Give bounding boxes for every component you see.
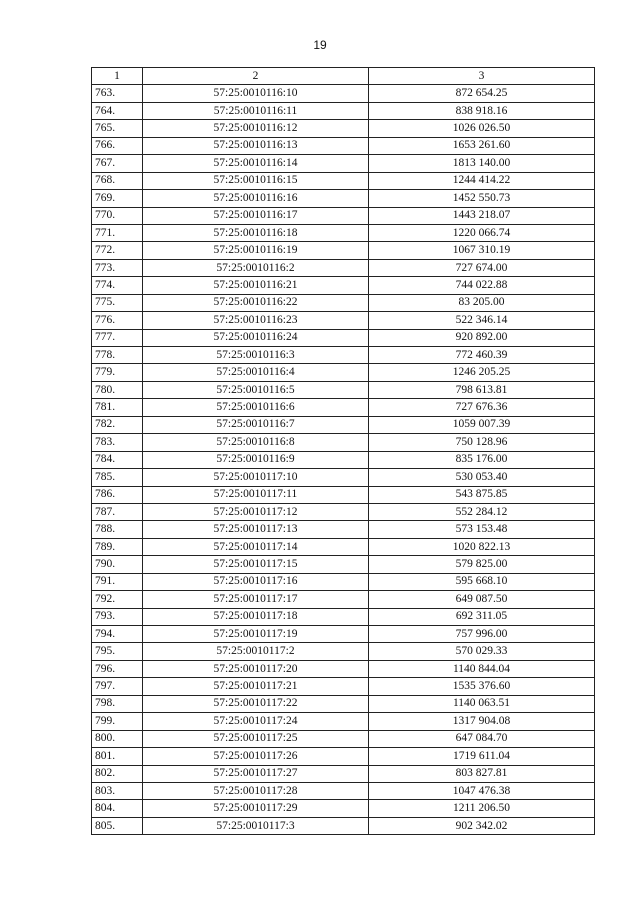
cadastral-value-cell: 1140 063.51	[369, 695, 595, 712]
row-index-cell: 780.	[92, 381, 143, 398]
row-index-cell: 784.	[92, 451, 143, 468]
column-header-cadastral-number: 2	[143, 68, 369, 85]
page-number: 19	[313, 38, 327, 52]
cadastral-number-cell: 57:25:0010116:13	[143, 137, 369, 154]
table-row	[92, 207, 595, 224]
table-row	[92, 329, 595, 346]
cadastral-value-cell: 692 311.05	[369, 608, 595, 625]
cadastral-value-cell: 1059 007.39	[369, 416, 595, 433]
cadastral-number-cell: 57:25:0010117:3	[143, 817, 369, 834]
cadastral-value-cell: 1653 261.60	[369, 137, 595, 154]
table-row	[92, 259, 595, 276]
row-index-cell: 795.	[92, 643, 143, 660]
table-row	[92, 416, 595, 433]
cadastral-number-cell: 57:25:0010116:24	[143, 329, 369, 346]
column-header-index: 1	[92, 68, 143, 85]
row-index-cell: 782.	[92, 416, 143, 433]
cadastral-value-cell: 1443 218.07	[369, 207, 595, 224]
row-index-cell: 804.	[92, 800, 143, 817]
row-index-cell: 788.	[92, 521, 143, 538]
table-row	[92, 224, 595, 241]
row-index-cell: 805.	[92, 817, 143, 834]
cadastral-value-cell: 83 205.00	[369, 294, 595, 311]
cadastral-number-cell: 57:25:0010116:11	[143, 102, 369, 119]
cadastral-number-cell: 57:25:0010117:14	[143, 538, 369, 555]
table-row	[92, 137, 595, 154]
cadastral-value-cell: 757 996.00	[369, 626, 595, 643]
cadastral-number-cell: 57:25:0010117:17	[143, 591, 369, 608]
table-row	[92, 172, 595, 189]
cadastral-value-cell: 1020 822.13	[369, 538, 595, 555]
cadastral-number-cell: 57:25:0010116:10	[143, 85, 369, 102]
table-row	[92, 190, 595, 207]
table-row	[92, 817, 595, 834]
cadastral-value-table	[91, 67, 595, 835]
table-row	[92, 782, 595, 799]
table-row	[92, 608, 595, 625]
row-index-cell: 763.	[92, 85, 143, 102]
cadastral-value-cell: 530 053.40	[369, 469, 595, 486]
row-index-cell: 768.	[92, 172, 143, 189]
cadastral-number-cell: 57:25:0010116:22	[143, 294, 369, 311]
table-row	[92, 730, 595, 747]
column-header-value: 3	[369, 68, 595, 85]
cadastral-value-cell: 872 654.25	[369, 85, 595, 102]
cadastral-number-cell: 57:25:0010116:3	[143, 347, 369, 364]
row-index-cell: 765.	[92, 120, 143, 137]
row-index-cell: 786.	[92, 486, 143, 503]
row-index-cell: 778.	[92, 347, 143, 364]
cadastral-number-cell: 57:25:0010117:20	[143, 660, 369, 677]
table-row	[92, 381, 595, 398]
cadastral-value-cell: 1244 414.22	[369, 172, 595, 189]
table-row	[92, 573, 595, 590]
cadastral-number-cell: 57:25:0010117:2	[143, 643, 369, 660]
row-index-cell: 801.	[92, 748, 143, 765]
table-row	[92, 591, 595, 608]
row-index-cell: 775.	[92, 294, 143, 311]
cadastral-value-cell: 579 825.00	[369, 556, 595, 573]
cadastral-value-cell: 1452 550.73	[369, 190, 595, 207]
row-index-cell: 766.	[92, 137, 143, 154]
table-row	[92, 695, 595, 712]
cadastral-number-cell: 57:25:0010116:15	[143, 172, 369, 189]
row-index-cell: 776.	[92, 312, 143, 329]
cadastral-number-cell: 57:25:0010117:15	[143, 556, 369, 573]
table-row	[92, 364, 595, 381]
cadastral-value-cell: 750 128.96	[369, 434, 595, 451]
row-index-cell: 771.	[92, 224, 143, 241]
table-row	[92, 556, 595, 573]
cadastral-number-cell: 57:25:0010116:18	[143, 224, 369, 241]
table-row	[92, 626, 595, 643]
row-index-cell: 773.	[92, 259, 143, 276]
row-index-cell: 792.	[92, 591, 143, 608]
table-row	[92, 434, 595, 451]
cadastral-value-cell: 1047 476.38	[369, 782, 595, 799]
row-index-cell: 789.	[92, 538, 143, 555]
cadastral-number-cell: 57:25:0010117:16	[143, 573, 369, 590]
row-index-cell: 774.	[92, 277, 143, 294]
cadastral-number-cell: 57:25:0010117:13	[143, 521, 369, 538]
row-index-cell: 770.	[92, 207, 143, 224]
cadastral-value-cell: 573 153.48	[369, 521, 595, 538]
cadastral-number-cell: 57:25:0010117:26	[143, 748, 369, 765]
table-row	[92, 800, 595, 817]
table-row	[92, 765, 595, 782]
cadastral-value-cell: 727 676.36	[369, 399, 595, 416]
cadastral-number-cell: 57:25:0010116:2	[143, 259, 369, 276]
cadastral-value-cell: 1535 376.60	[369, 678, 595, 695]
cadastral-number-cell: 57:25:0010117:29	[143, 800, 369, 817]
cadastral-number-cell: 57:25:0010116:12	[143, 120, 369, 137]
cadastral-value-cell: 1246 205.25	[369, 364, 595, 381]
row-index-cell: 777.	[92, 329, 143, 346]
cadastral-number-cell: 57:25:0010116:4	[143, 364, 369, 381]
table-row	[92, 503, 595, 520]
row-index-cell: 787.	[92, 503, 143, 520]
row-index-cell: 772.	[92, 242, 143, 259]
row-index-cell: 783.	[92, 434, 143, 451]
table-body	[92, 85, 595, 835]
table-row	[92, 242, 595, 259]
row-index-cell: 779.	[92, 364, 143, 381]
row-index-cell: 803.	[92, 782, 143, 799]
row-index-cell: 794.	[92, 626, 143, 643]
table-row	[92, 294, 595, 311]
cadastral-number-cell: 57:25:0010116:7	[143, 416, 369, 433]
cadastral-value-cell: 1317 904.08	[369, 713, 595, 730]
cadastral-number-cell: 57:25:0010116:8	[143, 434, 369, 451]
row-index-cell: 791.	[92, 573, 143, 590]
cadastral-number-cell: 57:25:0010117:25	[143, 730, 369, 747]
cadastral-number-cell: 57:25:0010117:21	[143, 678, 369, 695]
cadastral-value-cell: 1140 844.04	[369, 660, 595, 677]
cadastral-value-cell: 727 674.00	[369, 259, 595, 276]
cadastral-number-cell: 57:25:0010117:10	[143, 469, 369, 486]
table-header-row	[92, 68, 595, 85]
table-row	[92, 312, 595, 329]
table-row	[92, 538, 595, 555]
cadastral-value-cell: 1211 206.50	[369, 800, 595, 817]
row-index-cell: 802.	[92, 765, 143, 782]
table-row	[92, 85, 595, 102]
cadastral-value-cell: 838 918.16	[369, 102, 595, 119]
cadastral-number-cell: 57:25:0010116:21	[143, 277, 369, 294]
cadastral-value-cell: 647 084.70	[369, 730, 595, 747]
cadastral-number-cell: 57:25:0010117:11	[143, 486, 369, 503]
cadastral-number-cell: 57:25:0010116:6	[143, 399, 369, 416]
row-index-cell: 785.	[92, 469, 143, 486]
table-row	[92, 155, 595, 172]
row-index-cell: 767.	[92, 155, 143, 172]
cadastral-value-cell: 522 346.14	[369, 312, 595, 329]
table-row	[92, 120, 595, 137]
row-index-cell: 800.	[92, 730, 143, 747]
row-index-cell: 793.	[92, 608, 143, 625]
cadastral-value-cell: 552 284.12	[369, 503, 595, 520]
table-row	[92, 102, 595, 119]
row-index-cell: 764.	[92, 102, 143, 119]
row-index-cell: 798.	[92, 695, 143, 712]
cadastral-number-cell: 57:25:0010116:5	[143, 381, 369, 398]
cadastral-number-cell: 57:25:0010116:19	[143, 242, 369, 259]
cadastral-value-cell: 649 087.50	[369, 591, 595, 608]
cadastral-value-cell: 803 827.81	[369, 765, 595, 782]
cadastral-number-cell: 57:25:0010116:9	[143, 451, 369, 468]
table-row	[92, 678, 595, 695]
table-row	[92, 521, 595, 538]
row-index-cell: 769.	[92, 190, 143, 207]
cadastral-number-cell: 57:25:0010116:17	[143, 207, 369, 224]
cadastral-number-cell: 57:25:0010117:19	[143, 626, 369, 643]
table-row	[92, 347, 595, 364]
row-index-cell: 797.	[92, 678, 143, 695]
row-index-cell: 796.	[92, 660, 143, 677]
cadastral-value-cell: 1220 066.74	[369, 224, 595, 241]
table-row	[92, 660, 595, 677]
cadastral-value-cell: 595 668.10	[369, 573, 595, 590]
cadastral-number-cell: 57:25:0010117:28	[143, 782, 369, 799]
table-row	[92, 748, 595, 765]
cadastral-value-cell: 570 029.33	[369, 643, 595, 660]
row-index-cell: 799.	[92, 713, 143, 730]
table-row	[92, 277, 595, 294]
cadastral-value-cell: 1813 140.00	[369, 155, 595, 172]
cadastral-number-cell: 57:25:0010117:27	[143, 765, 369, 782]
table-row	[92, 451, 595, 468]
cadastral-value-cell: 902 342.02	[369, 817, 595, 834]
table-row	[92, 399, 595, 416]
cadastral-value-cell: 543 875.85	[369, 486, 595, 503]
cadastral-number-cell: 57:25:0010116:16	[143, 190, 369, 207]
cadastral-value-cell: 798 613.81	[369, 381, 595, 398]
cadastral-number-cell: 57:25:0010117:12	[143, 503, 369, 520]
cadastral-value-cell: 1719 611.04	[369, 748, 595, 765]
cadastral-value-cell: 1026 026.50	[369, 120, 595, 137]
cadastral-value-cell: 744 022.88	[369, 277, 595, 294]
cadastral-number-cell: 57:25:0010116:23	[143, 312, 369, 329]
cadastral-value-cell: 1067 310.19	[369, 242, 595, 259]
row-index-cell: 790.	[92, 556, 143, 573]
cadastral-value-cell: 772 460.39	[369, 347, 595, 364]
table-row	[92, 469, 595, 486]
table-row	[92, 643, 595, 660]
cadastral-value-cell: 920 892.00	[369, 329, 595, 346]
cadastral-value-cell: 835 176.00	[369, 451, 595, 468]
table-row	[92, 486, 595, 503]
table-row	[92, 713, 595, 730]
row-index-cell: 781.	[92, 399, 143, 416]
cadastral-number-cell: 57:25:0010117:18	[143, 608, 369, 625]
cadastral-number-cell: 57:25:0010117:22	[143, 695, 369, 712]
cadastral-number-cell: 57:25:0010117:24	[143, 713, 369, 730]
cadastral-number-cell: 57:25:0010116:14	[143, 155, 369, 172]
